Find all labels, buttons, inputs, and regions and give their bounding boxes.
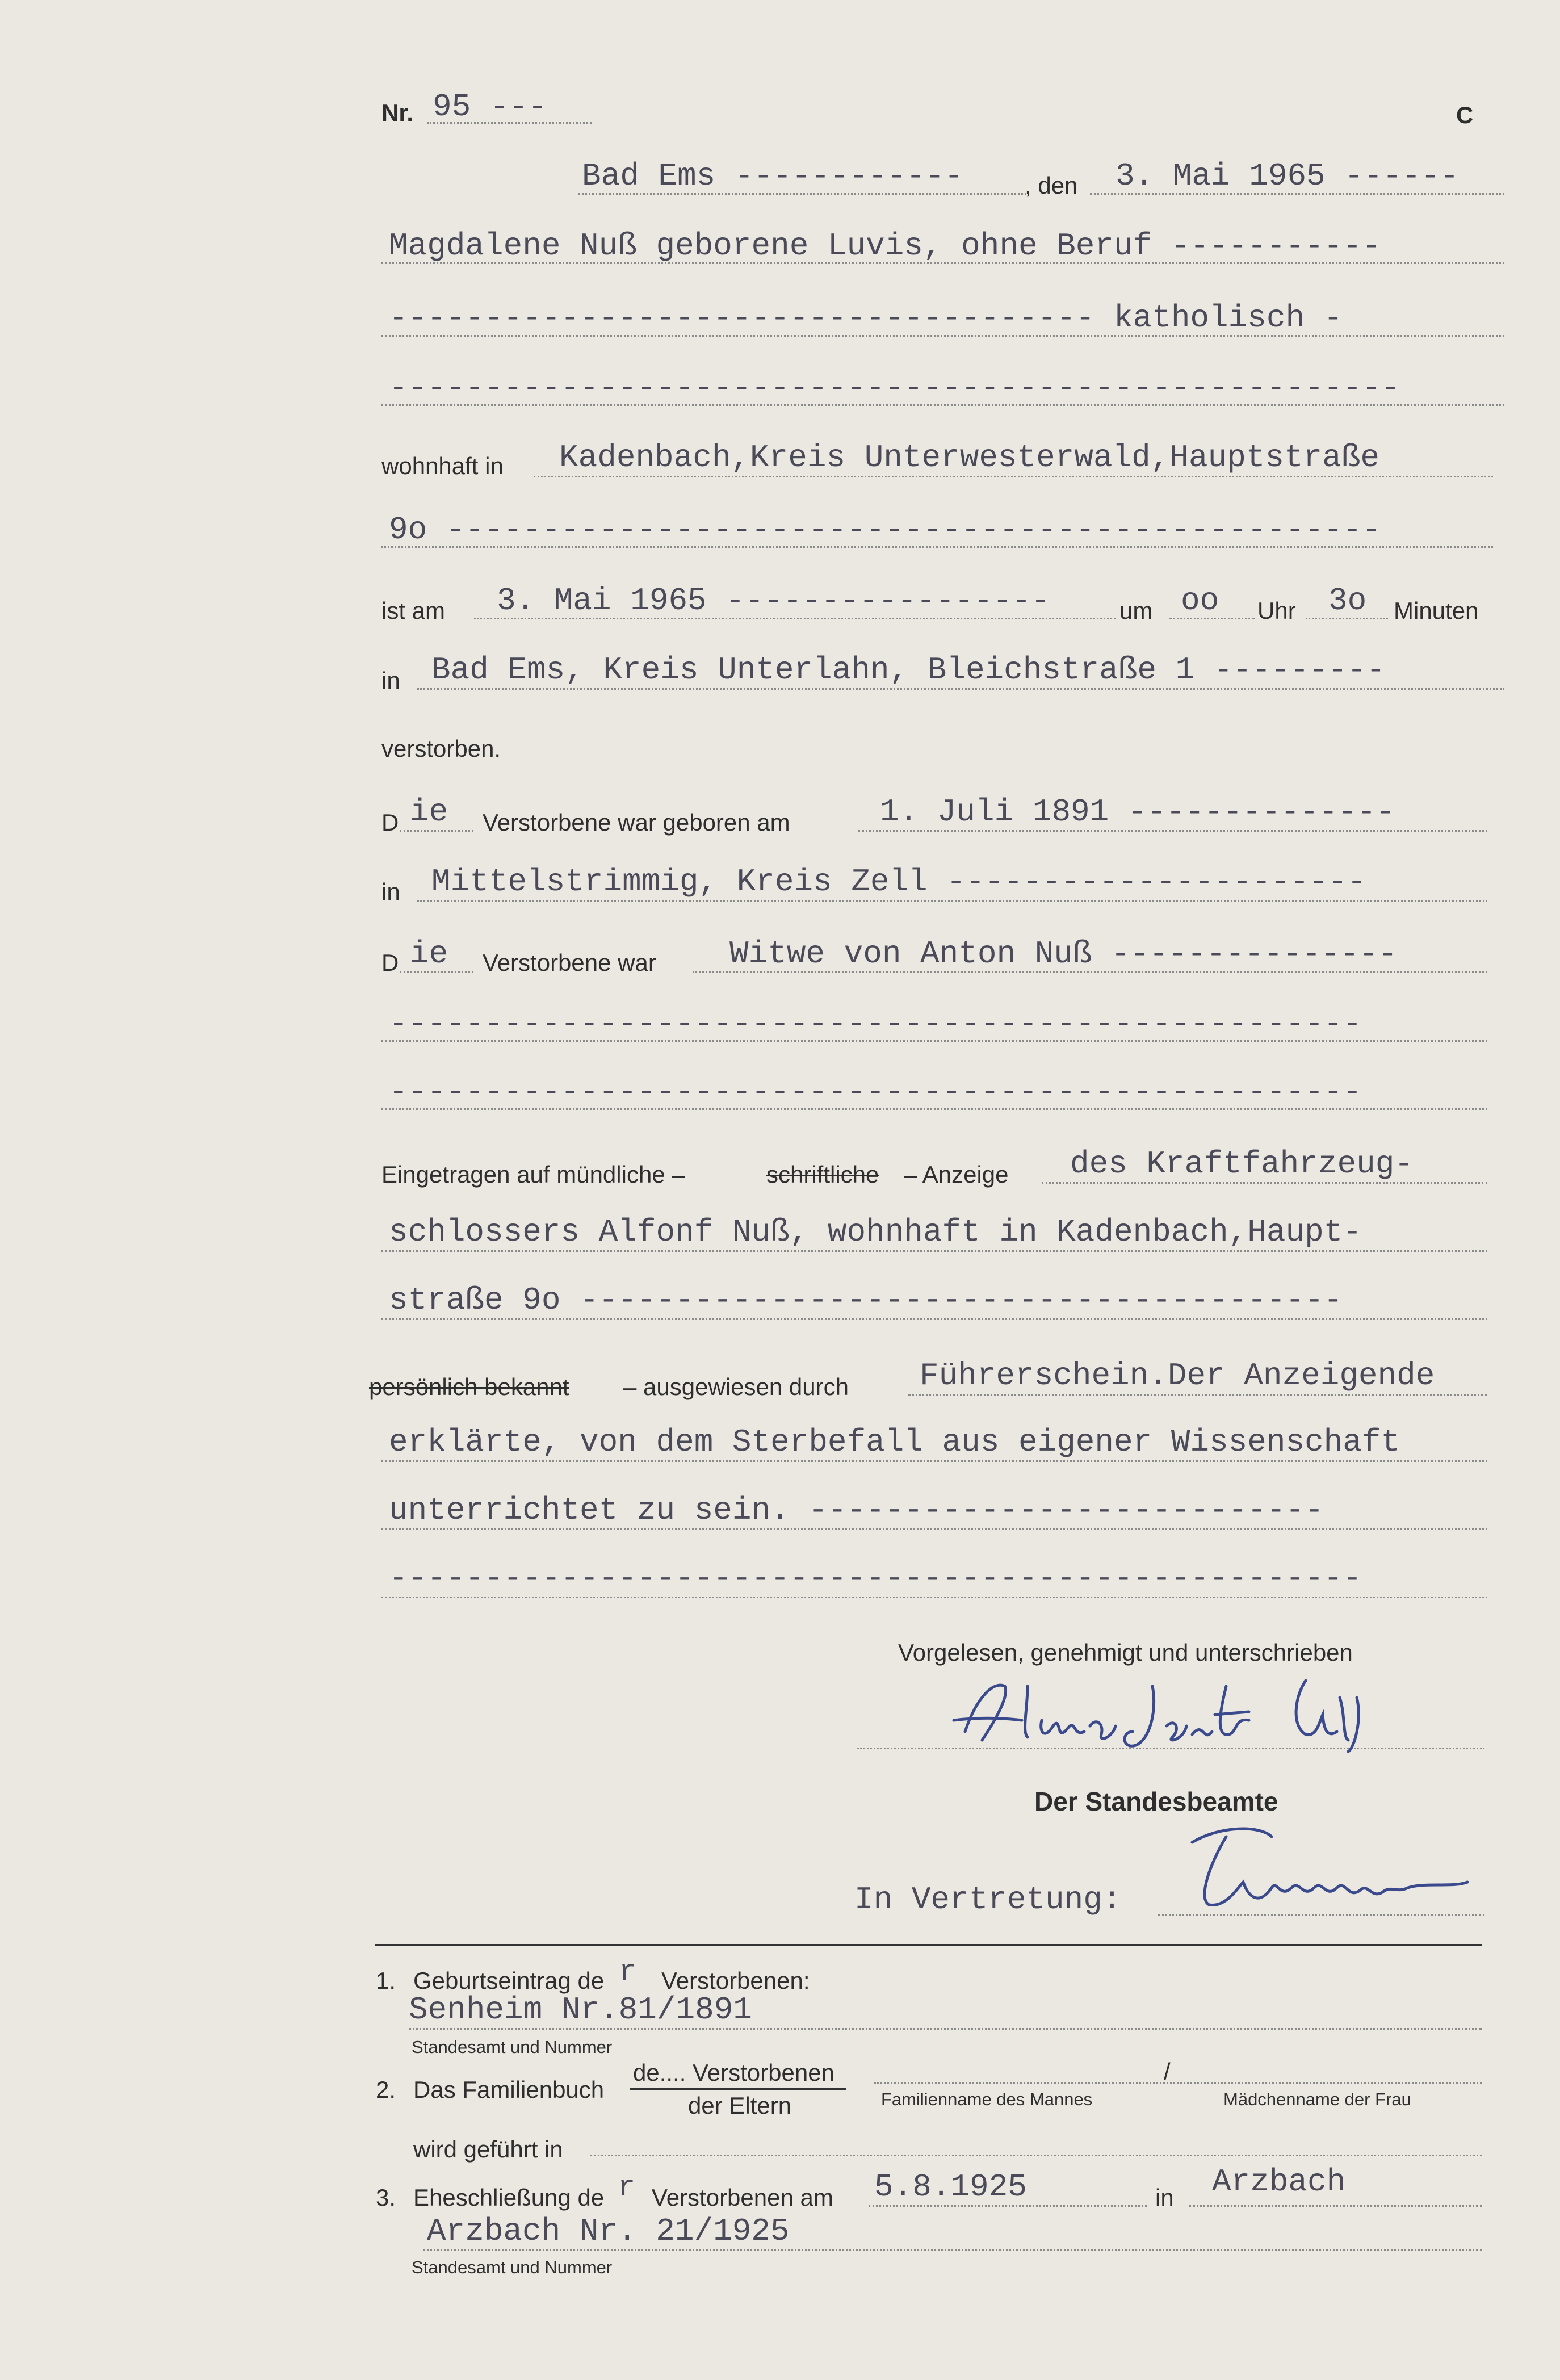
death-in-label: in bbox=[381, 667, 400, 694]
marriage-entry-line bbox=[423, 2249, 1482, 2251]
ist-am-label: ist am bbox=[381, 597, 446, 624]
status-dash-2: --------------------------------------------------- bbox=[389, 1074, 1362, 1110]
footnote-2-fraction bbox=[630, 2088, 846, 2090]
report-line-2 bbox=[381, 1250, 1487, 1252]
report-label-1: Eingetragen auf mündliche – bbox=[381, 1161, 685, 1188]
birth-d-prefix: D bbox=[381, 809, 399, 836]
verstorben-label: verstorben. bbox=[381, 735, 501, 762]
wife-name-caption: Mädchenname der Frau bbox=[1223, 2089, 1411, 2109]
ident-text-4: --------------------------------------------------- bbox=[389, 1560, 1362, 1597]
footnote-3-caption: Standesamt und Nummer bbox=[412, 2257, 613, 2277]
ident-text-2: erklärte, von dem Sterbefall aus eigener Wissenschaft bbox=[389, 1424, 1400, 1460]
ident-line-1 bbox=[908, 1394, 1487, 1396]
marriage-date: 5.8.1925 bbox=[874, 2169, 1027, 2205]
wohnhaft-label: wohnhaft in bbox=[381, 452, 504, 479]
husband-name-caption: Familienname des Mannes bbox=[881, 2089, 1093, 2109]
footnote-1-fill: r bbox=[619, 1955, 637, 1989]
footnote-3-text2: Verstorbenen am bbox=[652, 2184, 833, 2211]
report-line-1 bbox=[1042, 1182, 1487, 1184]
family-book-line bbox=[590, 2155, 1482, 2156]
den-label: , den bbox=[1025, 172, 1078, 199]
address-2: 9o ------------------------------------------------- bbox=[389, 512, 1381, 548]
marriage-place-line bbox=[1189, 2205, 1482, 2207]
death-place: Bad Ems, Kreis Unterlahn, Bleichstraße 1 --------- bbox=[431, 652, 1386, 688]
birth-in-label: in bbox=[381, 878, 400, 905]
report-line-3 bbox=[381, 1318, 1487, 1320]
um-label: um bbox=[1119, 597, 1153, 624]
birth-date: 1. Juli 1891 -------------- bbox=[880, 794, 1395, 830]
ident-text-3: unterrichtet zu sein. --------------------------- bbox=[389, 1492, 1324, 1528]
signer-signature bbox=[942, 1664, 1408, 1754]
death-place-line bbox=[417, 688, 1504, 690]
status-value: Witwe von Anton Nuß --------------- bbox=[729, 936, 1398, 972]
report-text-3: straße 9o ---------------------------------------- bbox=[389, 1282, 1343, 1318]
death-date: 3. Mai 1965 ----------------- bbox=[497, 583, 1050, 619]
footnote-3-number: 3. bbox=[376, 2184, 396, 2211]
status-d-prefix: D bbox=[381, 949, 399, 976]
footnote-3-in: in bbox=[1155, 2184, 1174, 2211]
footnote-3-fill: r bbox=[618, 2171, 636, 2205]
birth-ie: ie bbox=[410, 794, 448, 830]
address-1: Kadenbach,Kreis Unterwesterwald,Hauptstraße bbox=[559, 439, 1380, 476]
footnote-1-line bbox=[409, 2028, 1482, 2030]
struck-persoenlich-bekannt: persönlich bekannt bbox=[369, 1373, 569, 1400]
footnote-3-text: Eheschließung de bbox=[413, 2184, 605, 2211]
birth-place-line bbox=[417, 900, 1487, 902]
marriage-place: Arzbach bbox=[1212, 2164, 1346, 2200]
nr-label: Nr. bbox=[381, 99, 414, 126]
birth-place: Mittelstrimmig, Kreis Zell ---------------------- bbox=[431, 864, 1366, 900]
report-label-2: – Anzeige bbox=[904, 1161, 1009, 1188]
ident-line-3 bbox=[381, 1528, 1487, 1530]
footnote-2-line bbox=[874, 2082, 1482, 2084]
struck-schriftliche: schriftliche bbox=[766, 1161, 879, 1188]
birth-ie-line bbox=[400, 830, 473, 832]
read-approved-text: Vorgelesen, genehmigt und unterschrieben bbox=[898, 1639, 1353, 1666]
minuten-label: Minuten bbox=[1394, 597, 1479, 624]
family-book-kept-label: wird geführt in bbox=[413, 2136, 563, 2163]
report-text-2: schlossers Alfonf Nuß, wohnhaft in Kadenbach,Haupt- bbox=[389, 1214, 1362, 1250]
footnote-2-bottom: der Eltern bbox=[688, 2092, 792, 2119]
nr-value: 95 --- bbox=[433, 89, 547, 125]
ausgewiesen-label: – ausgewiesen durch bbox=[623, 1373, 849, 1400]
registrar-title: Der Standesbeamte bbox=[1034, 1787, 1278, 1816]
footnote-2-text: Das Familienbuch bbox=[413, 2076, 605, 2103]
marriage-date-line bbox=[869, 2205, 1147, 2207]
uhr-label: Uhr bbox=[1257, 597, 1296, 624]
ident-line-2 bbox=[381, 1460, 1487, 1462]
footnote-2-top: de.... Verstorbenen bbox=[633, 2059, 834, 2086]
status-ie: ie bbox=[410, 936, 448, 972]
footnote-2-number: 2. bbox=[376, 2076, 396, 2103]
ident-line-4 bbox=[381, 1597, 1487, 1598]
ident-text-1: Führerschein.Der Anzeigende bbox=[920, 1357, 1435, 1394]
marriage-register-entry: Arzbach Nr. 21/1925 bbox=[427, 2213, 790, 2249]
footnote-1-caption: Standesamt und Nummer bbox=[412, 2037, 613, 2057]
birth-register-entry: Senheim Nr.81/1891 bbox=[409, 1992, 752, 2028]
registrar-signature bbox=[1158, 1814, 1487, 1922]
footnote-1-text2: Verstorbenen: bbox=[661, 1967, 810, 1994]
blank-dashes: ----------------------------------------------------- bbox=[389, 370, 1400, 406]
religion: ------------------------------------- katholisch - bbox=[389, 300, 1343, 336]
birth-date-line bbox=[858, 830, 1487, 832]
deceased-name: Magdalene Nuß geborene Luvis, ohne Beruf ----------- bbox=[389, 228, 1381, 264]
death-minutes: 3o bbox=[1328, 583, 1367, 619]
footnote-2-slash: / bbox=[1164, 2058, 1171, 2085]
corner-letter: C bbox=[1456, 102, 1474, 128]
registry-date: 3. Mai 1965 ------ bbox=[1116, 158, 1459, 194]
deputy-label: In Vertretung: bbox=[854, 1882, 1122, 1918]
address-line-1 bbox=[534, 476, 1493, 477]
footnote-divider bbox=[375, 1944, 1482, 1946]
status-label: Verstorbene war bbox=[483, 949, 656, 976]
report-text-1: des Kraftfahrzeug- bbox=[1070, 1146, 1414, 1182]
footnote-1-text: Geburtseintrag de bbox=[413, 1967, 605, 1994]
status-dash-1: --------------------------------------------------- bbox=[389, 1005, 1362, 1042]
birth-label: Verstorbene war geboren am bbox=[483, 809, 790, 836]
registry-place: Bad Ems ------------ bbox=[582, 158, 964, 194]
death-hour: oo bbox=[1181, 583, 1219, 619]
footnote-1-number: 1. bbox=[376, 1967, 396, 1994]
